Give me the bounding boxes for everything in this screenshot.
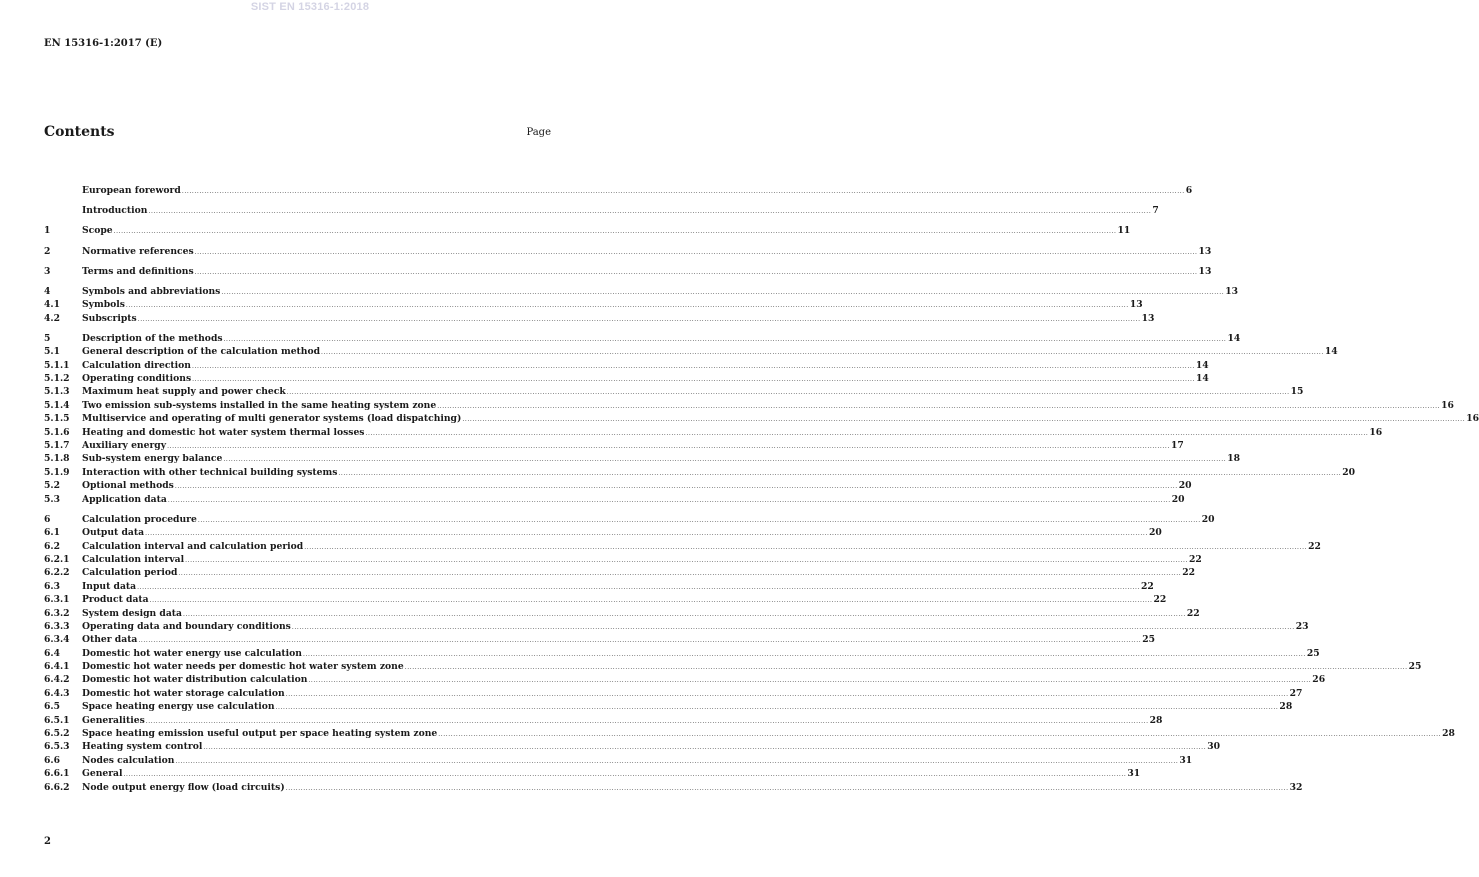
toc-entry-page: 28 [1149,714,1163,726]
toc-entry[interactable] [44,727,1455,740]
toc-entry[interactable] [44,620,1309,633]
toc-dot-leader: ................................................................................................................................................................................................................................................................................................................................................................................................................ [185,556,1188,564]
toc-entry-number: 6.3 [44,580,60,592]
toc-entry-number: 6.3.4 [44,634,70,646]
toc-entry-number: 5.2 [44,480,60,492]
toc-entry-number: 5.1 [44,346,60,358]
toc-entry-title: Operating conditions [82,373,192,385]
toc-entry-title: Scope [82,225,113,237]
toc-dot-leader: ................................................................................................................................................................................................................................................................................................................................................................................................................ [138,637,1142,645]
toc-entry-page: 15 [1290,386,1304,398]
toc-entry-number: 5.1.8 [44,453,70,465]
toc-entry-title: Two emission sub-systems installed in the same heating system zone [82,399,437,411]
toc-entry-page: 13 [1225,285,1239,297]
toc-entry-number: 6.2.1 [44,553,70,565]
toc-entry-title: Operating data and boundary conditions [82,620,291,632]
toc-dot-leader: ................................................................................................................................................................................................................................................................................................................................................................................................................ [174,483,1178,491]
toc-dot-leader: ................................................................................................................................................................................................................................................................................................................................................................................................................ [137,583,1140,591]
toc-entry[interactable] [44,466,1356,479]
toc-entry[interactable] [44,184,1193,197]
toc-entry[interactable] [44,399,1454,412]
toc-entry-title: System design data [82,607,182,619]
toc-dot-leader: ................................................................................................................................................................................................................................................................................................................................................................................................................ [223,335,1227,343]
toc-entry[interactable] [44,540,1321,553]
toc-entry[interactable] [44,607,1200,620]
toc-entry-title: General [82,768,123,780]
toc-entry-page: 11 [1117,225,1131,237]
toc-dot-leader: ................................................................................................................................................................................................................................................................................................................................................................................................................ [308,677,1312,685]
toc-entry-number: 6.2.2 [44,567,70,579]
toc-entry-page: 22 [1186,607,1200,619]
toc-dot-leader: ................................................................................................................................................................................................................................................................................................................................................................................................................ [365,429,1369,437]
toc-entry-number: 5.1.6 [44,426,70,438]
toc-entry[interactable] [44,224,1131,237]
toc-entry-title: Output data [82,527,145,539]
toc-entry-page: 20 [1342,466,1356,478]
contents-title: Contents [44,124,115,140]
toc-entry-number: 5.3 [44,493,60,505]
toc-entry-page: 14 [1195,359,1209,371]
toc-entry-page: 32 [1289,781,1303,793]
toc-entry-number: 3 [44,265,51,277]
toc-entry-title: Interaction with other technical building systems [82,466,338,478]
toc-entry[interactable] [44,426,1383,439]
toc-entry[interactable] [44,673,1326,686]
toc-entry[interactable] [44,204,1159,217]
toc-dot-leader: ................................................................................................................................................................................................................................................................................................................................................................................................................ [194,248,1198,256]
toc-entry[interactable] [44,513,1215,526]
toc-entry[interactable] [44,566,1196,579]
toc-dot-leader: ................................................................................................................................................................................................................................................................................................................................................................................................................ [182,610,1186,618]
toc-entry-page: 13 [1198,265,1212,277]
toc-dot-leader: ................................................................................................................................................................................................................................................................................................................................................................................................................ [223,456,1227,464]
toc-dot-leader: ................................................................................................................................................................................................................................................................................................................................................................................................................ [203,744,1207,752]
toc-entry-title: Maximum heat supply and power check [82,386,286,398]
toc-dot-leader: ................................................................................................................................................................................................................................................................................................................................................................................................................ [178,570,1182,578]
toc-entry-page: 20 [1171,493,1185,505]
toc-entry-title: Heating system control [82,741,203,753]
toc-entry[interactable] [44,553,1202,566]
toc-entry-page: 13 [1198,245,1212,257]
page-column-label: Page [526,127,551,138]
toc-entry-title: General description of the calculation method [82,346,321,358]
toc-entry-page: 14 [1196,373,1209,385]
toc-dot-leader: ................................................................................................................................................................................................................................................................................................................................................................................................................ [321,349,1324,357]
toc-dot-leader: ................................................................................................................................................................................................................................................................................................................................................................................................................ [194,268,1198,276]
toc-dot-leader: ................................................................................................................................................................................................................................................................................................................................................................................................................ [275,704,1279,712]
toc-entry-title: Nodes calculation [82,754,175,766]
toc-entry-title: Auxiliary energy [82,440,167,452]
toc-entry[interactable] [44,700,1293,713]
toc-entry[interactable] [44,372,1209,385]
toc-entry-number: 6.5.3 [44,741,70,753]
toc-dot-leader: ................................................................................................................................................................................................................................................................................................................................................................................................................ [438,731,1442,739]
toc-dot-leader: ................................................................................................................................................................................................................................................................................................................................................................................................................ [145,530,1148,538]
toc-entry-number: 6.4 [44,647,60,659]
toc-entry-page: 25 [1142,634,1156,646]
toc-entry-title: Calculation interval [82,553,185,565]
document-id: EN 15316-1:2017 (E) [44,38,163,49]
toc-entry-page: 23 [1295,620,1309,632]
toc-entry[interactable] [44,439,1184,452]
toc-entry[interactable] [44,526,1162,539]
toc-entry-title: Optional methods [82,480,174,492]
toc-dot-leader: ................................................................................................................................................................................................................................................................................................................................................................................................................ [125,302,1129,310]
toc-entry-number: 2 [44,245,51,257]
toc-entry-page: 25 [1306,647,1320,659]
toc-entry-title: Sub-system energy balance [82,453,223,465]
toc-dot-leader: ................................................................................................................................................................................................................................................................................................................................................................................................................ [338,469,1342,477]
toc-entry-number: 5.1.4 [44,399,70,411]
toc-entry[interactable] [44,412,1479,425]
toc-entry[interactable] [44,580,1154,593]
toc-entry[interactable] [44,298,1143,311]
toc-entry-number: 5.1.7 [44,440,70,452]
toc-entry-title: Domestic hot water storage calculation [82,687,285,699]
toc-dot-leader: ................................................................................................................................................................................................................................................................................................................................................................................................................ [285,784,1289,792]
toc-dot-leader: ................................................................................................................................................................................................................................................................................................................................................................................................................ [304,543,1308,551]
toc-entry-page: 28 [1442,728,1455,740]
toc-entry-page: 28 [1279,701,1293,713]
toc-dot-leader: ................................................................................................................................................................................................................................................................................................................................................................................................................ [192,376,1196,384]
toc-entry-page: 14 [1227,332,1241,344]
toc-entry-number: 4 [44,285,51,297]
toc-entry-title: Multiservice and operating of multi generator systems (load dispatching) [82,413,462,425]
toc-dot-leader: ................................................................................................................................................................................................................................................................................................................................................................................................................ [167,443,1170,451]
toc-entry-page: 31 [1179,754,1193,766]
toc-dot-leader: ................................................................................................................................................................................................................................................................................................................................................................................................................ [123,771,1127,779]
toc-entry-number: 6.2 [44,540,60,552]
toc-entry-title: Terms and definitions [82,265,194,277]
toc-entry-title: Calculation period [82,567,178,579]
toc-entry-title: Generalities [82,714,145,726]
toc-dot-leader: ................................................................................................................................................................................................................................................................................................................................................................................................................ [167,496,1171,504]
toc-entry-number: 6.5.1 [44,714,70,726]
toc-entry[interactable] [44,479,1192,492]
toc-entry-number: 5.1.3 [44,386,70,398]
toc-entry-page: 25 [1408,661,1422,673]
toc-entry-number: 6.4.1 [44,661,70,673]
toc-entry-title: Product data [82,594,149,606]
toc-dot-leader: ................................................................................................................................................................................................................................................................................................................................................................................................................ [149,597,1153,605]
toc-entry-number: 5.1.9 [44,466,70,478]
toc-dot-leader: ................................................................................................................................................................................................................................................................................................................................................................................................................ [148,208,1152,216]
toc-entry-number: 5.1.2 [44,373,70,385]
toc-entry[interactable] [44,359,1209,372]
toc-entry-number: 6.5.2 [44,728,70,740]
toc-entry[interactable] [44,345,1338,358]
toc-entry-title: Domestic hot water distribution calculation [82,674,308,686]
toc-entry-number: 6.3.2 [44,607,70,619]
toc-dot-leader: ................................................................................................................................................................................................................................................................................................................................................................................................................ [137,315,1141,323]
toc-entry-page: 22 [1141,580,1154,592]
toc-entry-page: 22 [1153,594,1167,606]
toc-entry-number: 6.3.3 [44,620,70,632]
toc-entry-page: 13 [1129,299,1143,311]
toc-entry-title: Introduction [82,205,148,217]
toc-entry-page: 22 [1182,567,1196,579]
toc-entry-title: Heating and domestic hot water system thermal losses [82,426,365,438]
toc-entry-page: 27 [1289,687,1303,699]
toc-entry-page: 20 [1148,527,1162,539]
toc-entry-number: 5 [44,332,51,344]
toc-entry[interactable] [44,781,1303,794]
toc-entry[interactable] [44,687,1303,700]
toc-entry[interactable] [44,312,1155,325]
toc-entry-title: Description of the methods [82,332,223,344]
toc-dot-leader: ................................................................................................................................................................................................................................................................................................................................................................................................................ [286,389,1290,397]
toc-entry-page: 6 [1185,185,1193,196]
toc-entry-title: Symbols [82,299,125,311]
toc-entry[interactable] [44,714,1163,727]
toc-entry-title: Calculation procedure [82,513,197,525]
toc-entry-title: Normative references [82,245,194,257]
watermark: SIST EN 15316-1:2018 [250,1,370,13]
toc-entry-title: Space heating energy use calculation [82,701,275,713]
toc-entry-page: 26 [1312,674,1326,686]
toc-entry-title: Other data [82,634,138,646]
toc-dot-leader: ................................................................................................................................................................................................................................................................................................................................................................................................................ [181,188,1185,195]
toc-entry-number: 6.4.3 [44,687,70,699]
toc-dot-leader: ................................................................................................................................................................................................................................................................................................................................................................................................................ [291,623,1295,631]
toc-entry[interactable] [44,385,1304,398]
toc-entry-number: 4.2 [44,312,60,324]
toc-dot-leader: ................................................................................................................................................................................................................................................................................................................................................................................................................ [191,362,1195,370]
toc-entry[interactable] [44,245,1212,258]
toc-entry-page: 14 [1324,346,1338,358]
toc-entry[interactable] [44,754,1193,767]
toc-dot-leader: ................................................................................................................................................................................................................................................................................................................................................................................................................ [404,664,1408,672]
toc-entry-number: 6.5 [44,701,60,713]
toc-entry[interactable] [44,452,1241,465]
toc-entry-number: 6.1 [44,527,60,539]
toc-dot-leader: ................................................................................................................................................................................................................................................................................................................................................................................................................ [145,717,1149,725]
toc-entry[interactable] [44,767,1141,780]
toc-dot-leader: ................................................................................................................................................................................................................................................................................................................................................................................................................ [302,650,1306,658]
toc-entry-title: Symbols and abbreviations [82,285,221,297]
toc-entry-title: Subscripts [82,312,137,324]
toc-entry-title: European foreword [82,185,181,196]
toc-entry-page: 7 [1152,205,1159,217]
toc-entry[interactable] [44,285,1239,298]
toc-entry-number: 6.6.1 [44,768,70,780]
toc-entry[interactable] [44,647,1320,660]
toc-entry-number: 6.6.2 [44,781,70,793]
toc-entry-number: 6 [44,513,51,525]
toc-dot-leader: ................................................................................................................................................................................................................................................................................................................................................................................................................ [113,228,1117,236]
toc-dot-leader: ................................................................................................................................................................................................................................................................................................................................................................................................................ [285,690,1289,698]
toc-entry-number: 4.1 [44,299,60,311]
toc-entry-title: Space heating emission useful output per space heating system zone [82,728,438,740]
toc-entry[interactable] [44,740,1220,753]
toc-entry-page: 16 [1441,399,1454,411]
toc-entry[interactable] [44,593,1167,606]
toc-entry-title: Domestic hot water energy use calculation [82,647,302,659]
toc-entry-page: 13 [1141,312,1155,324]
toc-entry-title: Input data [82,580,137,592]
toc-entry[interactable] [44,332,1241,345]
toc-entry-title: Application data [82,493,167,505]
toc-entry-number: 6.4.2 [44,674,70,686]
toc-entry-page: 18 [1227,453,1241,465]
toc-entry-page: 17 [1170,440,1184,452]
toc-dot-leader: ................................................................................................................................................................................................................................................................................................................................................................................................................ [175,757,1179,765]
toc-entry-page: 22 [1189,553,1202,565]
toc-entry-page: 16 [1369,426,1383,438]
toc-entry[interactable] [44,265,1212,278]
toc-entry-page: 30 [1207,741,1220,753]
toc-entry-title: Node output energy flow (load circuits) [82,781,285,793]
toc-entry[interactable] [44,493,1185,506]
toc-entry-number: 6.6 [44,754,60,766]
toc-entry-page: 20 [1201,513,1215,525]
footer-page-number: 2 [44,836,51,847]
toc-entry-title: Calculation interval and calculation period [82,540,304,552]
toc-entry-page: 16 [1466,413,1479,425]
toc-dot-leader: ................................................................................................................................................................................................................................................................................................................................................................................................................ [462,416,1466,424]
toc-entry-number: 5.1.1 [44,359,70,371]
table-of-contents [44,184,1479,794]
toc-entry-page: 31 [1127,768,1141,780]
toc-dot-leader: ................................................................................................................................................................................................................................................................................................................................................................................................................ [197,516,1201,524]
toc-entry[interactable] [44,633,1156,646]
toc-dot-leader: ................................................................................................................................................................................................................................................................................................................................................................................................................ [221,288,1225,296]
toc-entry-number: 1 [44,225,51,237]
toc-entry-page: 20 [1178,480,1192,492]
toc-entry-title: Domestic hot water needs per domestic hot water system zone [82,661,404,673]
toc-entry-number: 5.1.5 [44,413,70,425]
toc-entry-page: 22 [1308,540,1321,552]
toc-entry-number: 6.3.1 [44,594,70,606]
toc-entry[interactable] [44,660,1422,673]
toc-dot-leader: ................................................................................................................................................................................................................................................................................................................................................................................................................ [437,402,1441,410]
toc-entry-title: Calculation direction [82,359,191,371]
